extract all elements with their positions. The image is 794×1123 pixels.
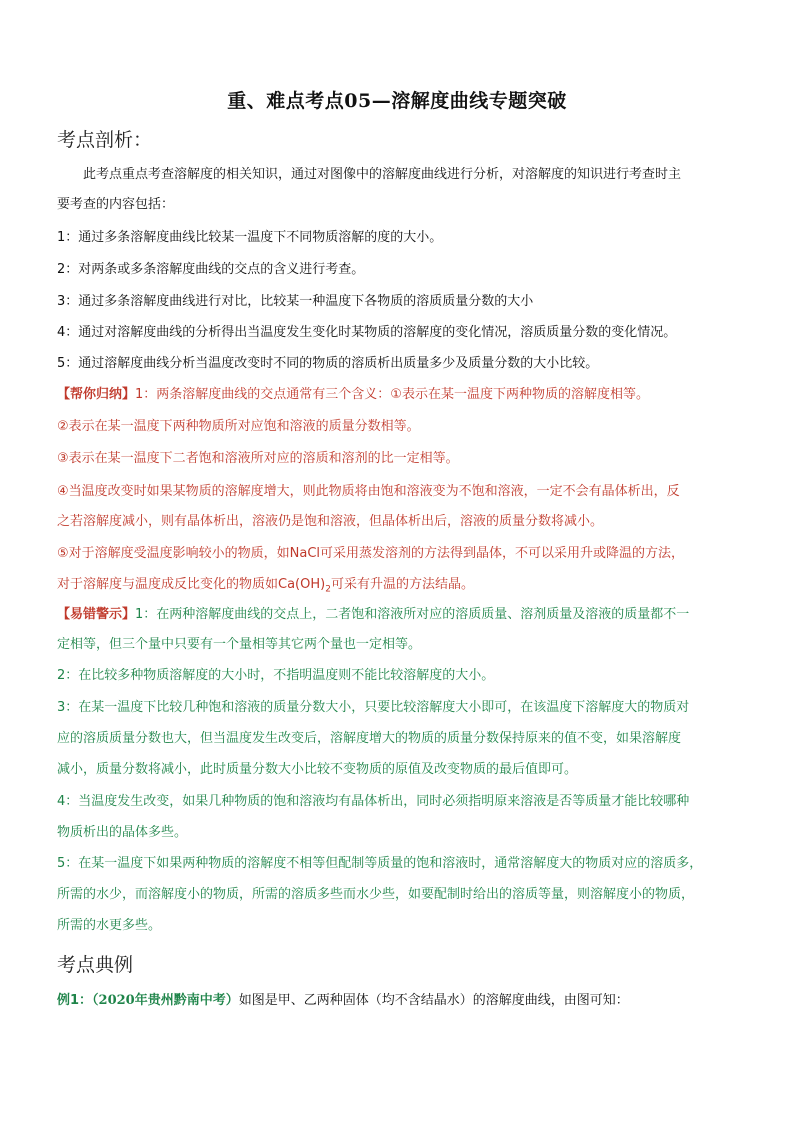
help-line-4a: ④当温度改变时如果某物质的溶解度增大，则此物质将由饱和溶液变为不饱和溶液，一定不会有晶体析出，反 — [57, 484, 680, 499]
help-text-1: 1：两条溶解度曲线的交点通常有三个含义：①表示在某一温度下两种物质的溶解度相等。 — [135, 387, 649, 402]
help-line-1 — [57, 380, 747, 410]
warn-line-3b: 应的溶质质量分数也大，但当温度发生改变后，溶解度增大的物质的质量分数保持原来的值不变，如果溶解度 — [57, 731, 682, 746]
section-heading-examples: 考点典例 — [57, 954, 134, 976]
example-label: 例1： — [57, 993, 93, 1008]
point-1: 1：通过多条溶解度曲线比较某一温度下不同物质溶解的度的大小。 — [57, 230, 443, 245]
help-line-3: ③表示在某一温度下二者饱和溶液所对应的溶质和溶剂的比一定相等。 — [57, 451, 459, 466]
help-line-2: ②表示在某一温度下两种物质所对应饱和溶液的质量分数相等。 — [57, 419, 420, 434]
warn-line-3a: 3：在某一温度下比较几种饱和溶液的质量分数大小，只要比较溶解度大小即可，在该温度下溶解度大的物质对 — [57, 700, 690, 715]
point-3: 3：通过多条溶解度曲线进行对比，比较某一种温度下各物质的溶质质量分数的大小 — [57, 294, 534, 309]
warn-line-5b: 所需的水少，而溶解度小的物质，所需的溶质多些而水少些，如要配制时给出的溶质等量，则溶解度小的物质， — [57, 887, 695, 902]
warn-line-4b: 物质析出的晶体多些。 — [57, 825, 188, 840]
warn-line-1b: 定相等，但三个量中只要有一个量相等其它两个量也一定相等。 — [57, 637, 422, 652]
formula-subscript: 2 — [325, 584, 331, 595]
warn-text-1a: 1：在两种溶解度曲线的交点上，二者饱和溶液所对应的溶质质量、溶剂质量及溶液的质量都不一 — [135, 607, 690, 622]
point-4: 4：通过对溶解度曲线的分析得出当温度发生变化时某物质的溶解度的变化情况，溶质质量分数的变化情况。 — [57, 325, 677, 340]
example-text: 如图是甲、乙两种固体（均不含结晶水）的溶解度曲线，由图可知： — [238, 993, 629, 1008]
section-heading-analysis: 考点剖析： — [57, 129, 153, 151]
point-2: 2：对两条或多条溶解度曲线的交点的含义进行考查。 — [57, 262, 365, 277]
help-text-5b-post: 可采有升温的方法结晶。 — [330, 577, 474, 592]
help-text-5b-pre: 对于溶解度与温度成反比变化的物质如Ca(OH) — [57, 577, 326, 592]
warn-line-4a: 4：当温度发生改变，如果几种物质的饱和溶液均有晶体析出，同时必须指明原来溶液是否等质量才能比较哪种 — [57, 794, 690, 809]
warn-line-2: 2：在比较多种物质溶解度的大小时，不指明温度则不能比较溶解度的大小。 — [57, 668, 495, 683]
warn-line-3c: 减小，质量分数将减小，此时质量分数大小比较不变物质的原值及改变物质的最后值即可。 — [57, 762, 578, 777]
example-source: （2020年贵州黔南中考） — [92, 993, 239, 1008]
warn-line-5a: 5：在某一温度下如果两种物质的溶解度不相等但配制等质量的饱和溶液时，通常溶解度大的物质对应的溶质多， — [57, 856, 703, 871]
warn-line-5c: 所需的水更多些。 — [57, 918, 162, 933]
help-tag: 【帮你归纳】 — [57, 387, 136, 402]
point-5: 5：通过溶解度曲线分析当温度改变时不同的物质的溶质析出质量多少及质量分数的大小比较。 — [57, 356, 599, 371]
intro-line-2: 要考查的内容包括： — [57, 197, 175, 212]
example-1-line — [57, 986, 747, 1016]
help-line-4b: 之若溶解度减小，则有晶体析出，溶液仍是饱和溶液，但晶体析出后，溶液的质量分数将减小。 — [57, 514, 604, 529]
warn-tag: 【易错警示】 — [57, 607, 136, 622]
intro-line-1: 此考点重点考查溶解度的相关知识，通过对图像中的溶解度曲线进行分析，对溶解度的知识进行考查时主 — [83, 167, 682, 182]
help-line-5a: ⑤对于溶解度受温度影响较小的物质，如NaCl可采用蒸发溶剂的方法得到晶体，不可以采用升或降温的方法， — [57, 546, 685, 561]
warn-line-1a — [57, 600, 747, 630]
page-title: 重、难点考点05—溶解度曲线专题突破 — [227, 90, 567, 112]
